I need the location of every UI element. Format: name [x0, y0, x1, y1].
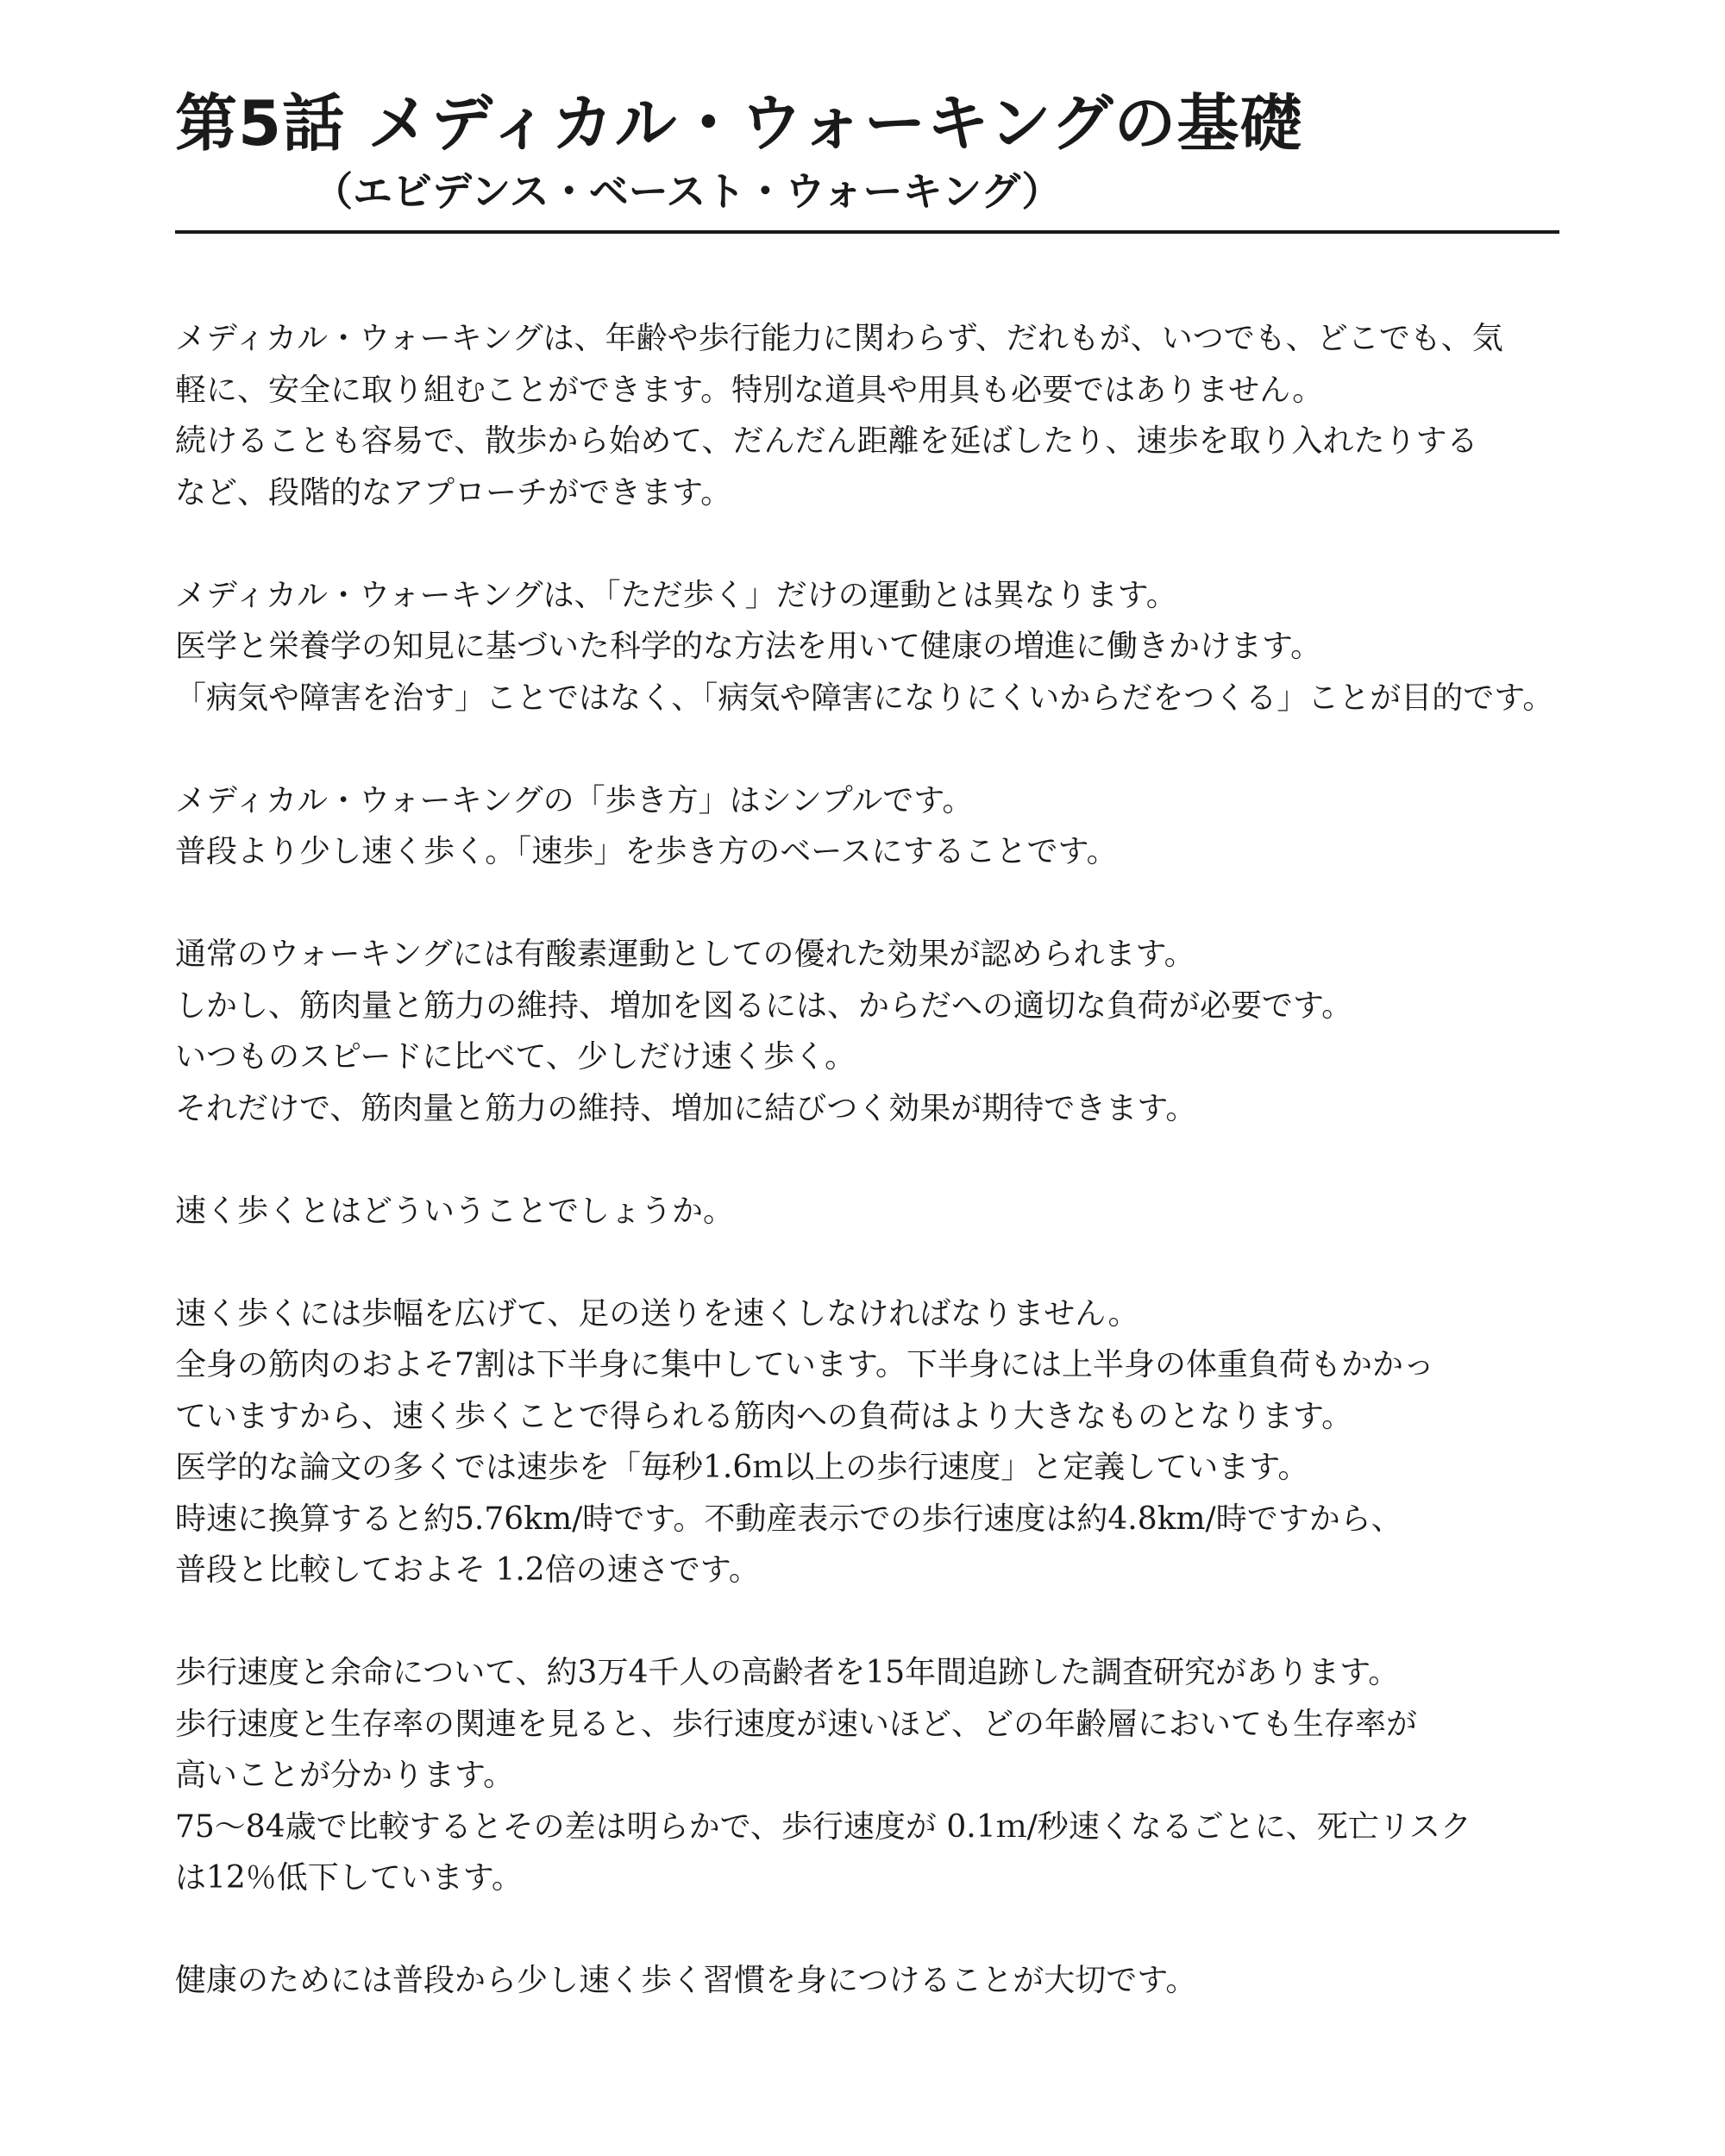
title-divider	[175, 230, 1559, 234]
text-line: 医学と栄養学の知見に基づいた科学的な方法を用いて健康の増進に働きかけます。	[175, 629, 1322, 664]
paragraph	[175, 1288, 1559, 1596]
page-subtitle: （エビデンス・ベースト・ウォーキング）	[313, 168, 1062, 215]
text-line: 歩行速度と余命について、約3万4千人の高齢者を15年間追跡した調査研究があります。	[175, 1655, 1400, 1690]
text-line: 75〜84歳で比較するとその差は明らかで、歩行速度が 0.1ｍ/秒速くなるごとに、死亡リスク	[175, 1808, 1472, 1845]
text-line: メディカル・ウォーキングは、年齢や歩行能力に関わらず、だれもが、いつでも、どこでも、気	[175, 321, 1503, 356]
paragraph	[175, 1955, 1559, 2007]
text-line: 普段と比較しておよそ 1.2倍の速さです。	[175, 1552, 760, 1588]
text-line: 「病気や障害を治す」ことではなく、「病気や障害になりにくいからだをつくる」ことが目的です。	[175, 680, 1554, 716]
text-line: など、段階的なアプローチができます。	[175, 474, 732, 511]
text-line: メディカル・ウォーキングの「歩き方」はシンプルです。	[175, 782, 974, 818]
text-line: しかし、筋肉量と筋力の維持、増加を図るには、からだへの適切な負荷が必要です。	[175, 987, 1353, 1024]
text-line: 普段より少し速く歩く。「速歩」を歩き方のベースにすることです。	[175, 834, 1118, 869]
text-line: 通常のウォーキングには有酸素運動としての優れた効果が認められます。	[175, 937, 1195, 972]
text-line: 時速に換算すると約5.76km/時です。不動産表示での歩行速度は約4.8km/時ですから、	[175, 1501, 1402, 1537]
paragraph	[175, 929, 1559, 1134]
paragraph	[175, 570, 1559, 724]
paragraph	[175, 775, 1559, 878]
text-line: ていますから、速く歩くことで得られる筋肉への負荷はより大きなものとなります。	[175, 1398, 1353, 1434]
text-line: 続けることも容易で、散歩から始めて、だんだん距離を延ばしたり、速歩を取り入れたりする	[175, 423, 1478, 459]
text-line: 軽に、安全に取り組むことができます。特別な道具や用具も必要ではありません。	[175, 372, 1324, 408]
paragraph	[175, 313, 1559, 518]
document-page	[175, 82, 1559, 2058]
text-line: 速く歩くには歩幅を広げて、足の送りを速くしなければなりません。	[175, 1295, 1139, 1332]
text-line: 健康のためには普段から少し速く歩く習慣を身につけることが大切です。	[175, 1963, 1197, 1998]
text-line: メディカル・ウォーキングは、「ただ歩く」だけの運動とは異なります。	[175, 577, 1177, 613]
text-line: 医学的な論文の多くでは速歩を「毎秒1.6ｍ以上の歩行速度」と定義しています。	[175, 1450, 1309, 1485]
text-line: 高いことが分かります。	[175, 1758, 515, 1793]
text-line: いつものスピードに比べて、少しだけ速く歩く。	[175, 1039, 856, 1075]
text-line: 全身の筋肉のおよそ7割は下半身に集中しています。下半身には上半身の体重負荷もかかっ	[175, 1347, 1435, 1382]
article-body	[175, 313, 1559, 2007]
text-line: は12％低下しています。	[175, 1860, 523, 1896]
text-line: 歩行速度と生存率の関連を見ると、歩行速度が速いほど、どの年齢層においても生存率が	[175, 1706, 1418, 1742]
paragraph	[175, 1647, 1559, 1904]
text-line: 速く歩くとはどういうことでしょうか。	[175, 1193, 735, 1229]
page-title: 第5話 メディカル・ウォーキングの基礎	[175, 87, 1303, 160]
text-line: それだけで、筋肉量と筋力の維持、増加に結びつく効果が期待できます。	[175, 1090, 1197, 1126]
paragraph	[175, 1186, 1559, 1238]
